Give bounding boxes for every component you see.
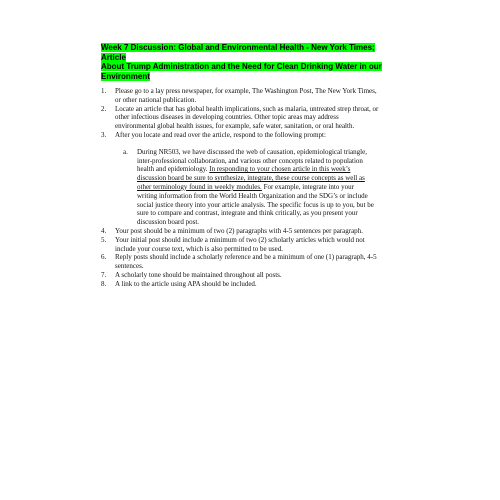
title-line-1: Week 7 Discussion: Global and Environmental Health - New York Times; Article [101,43,375,62]
list-item: 8. A link to the article using APA should be included. [101,279,257,288]
instruction-list [101,87,401,289]
list-item: 6. Reply posts should include a scholarly reference and be a minimum of one (1) paragraph, 4-5 sentences. [101,253,377,271]
item-number: 7. [101,270,107,279]
item-number: 2. [101,104,107,113]
document-title [101,43,401,81]
item-number: 1. [101,87,107,95]
title-line-2: About Trump Administration and the Need for Clean Drinking Water in our [101,62,382,71]
list-item: 1. Please go to a lay press newspaper, for example, The Washington Post, The New York Times, or other national publication. [101,87,377,104]
item-number: 6. [101,253,107,262]
underlined-text: discussion board be sure to synthesize, integrate, these course concepts as well as [137,174,365,183]
title-line-3: Environment [101,71,150,81]
item-number: 3. [101,130,107,139]
list-item: 3. After you locate and read over the article, respond to the following prompt: [101,130,326,139]
list-item: 7. A scholarly tone should be maintained throughout all posts. [101,270,282,279]
list-item: 2. Locate an article that has global health implications, such as malaria, untreated strep throat, or other infectious diseases in developing countries. Other topic areas may address environmental global health issues, for example, safe water, sanitation, or oral health. [101,104,379,131]
underlined-text: other terminology found in weekly modules. [137,182,262,191]
sub-item-letter: a. [123,147,128,156]
sub-list-item: a. During NR503, we have discussed the web of causation, epidemiological triangle, inter-professional collaboration, and various other concepts related to population health and epidemiology. In responding to your chosen article in this week’s discussion board be sure to synthesize, integrate, these course concepts as well as other terminology found in weekly modules. For example, integrate into your writing information from the World Health Organization and the SDG’s or include social justice theory into your article analysis. The specific focus is up to you, but be sure to compare and contrast, integrate and think critically, as you present your discussion board post. [101,148,401,227]
list-item: 4. Your post should be a minimum of two (2) paragraphs with 4-5 sentences per paragraph. [101,226,363,235]
list-item: 5. Your initial post should include a minimum of two (2) scholarly articles which would not include your course text, which is also permitted to be used. [101,235,365,253]
item-number: 5. [101,235,107,244]
item-number: 8. [101,279,107,288]
underlined-text: In responding to your chosen article in this week’s [209,165,351,174]
item-number: 4. [101,226,107,235]
